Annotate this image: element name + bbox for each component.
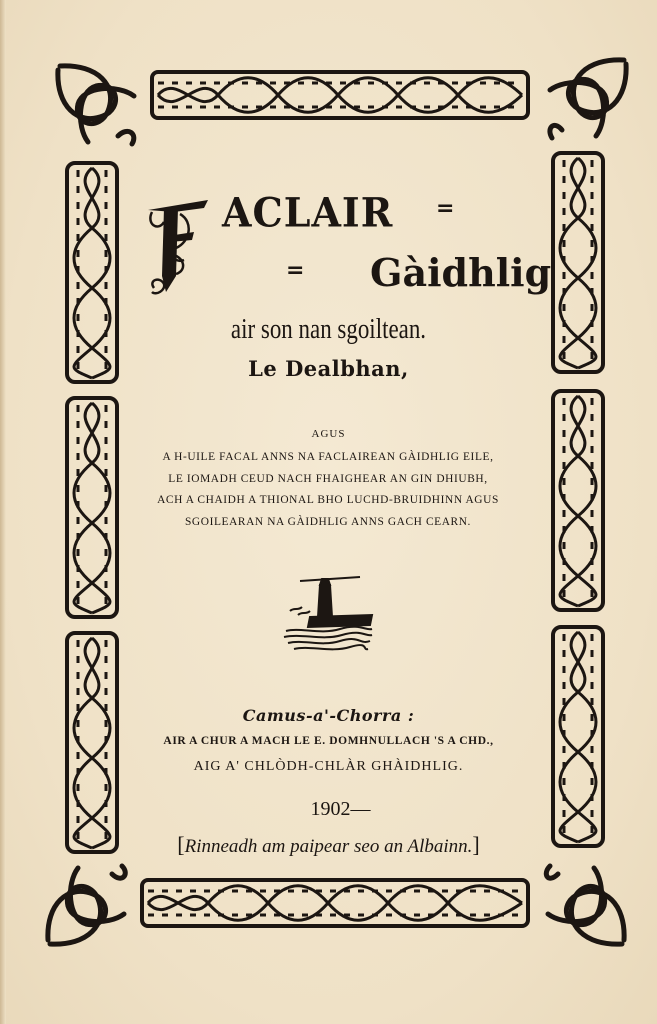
- top-knotwork-border: [150, 68, 530, 122]
- press-line: AIG A' CHLÒDH-CHLÀR GHÀIDHLIG.: [193, 759, 464, 774]
- connector-text: AGUS: [311, 428, 346, 440]
- top-right-corner-knot-icon: [540, 50, 636, 146]
- place-of-publication: Camus-a'-Chorra :: [242, 706, 415, 725]
- description-block: [120, 447, 536, 533]
- note-open-bracket: [: [177, 832, 185, 857]
- description-line: A H-UILE FACAL ANNS NA FACLAIREAN GÀIDHLIG EILE,: [162, 451, 494, 463]
- title-dash-1: =: [436, 196, 455, 221]
- byline: Le Dealbhan,: [248, 356, 409, 381]
- subtitle: air son nan sgoiltean.: [230, 314, 427, 345]
- page-edge: [0, 0, 6, 1024]
- right-knotwork-panel-2: [550, 388, 606, 613]
- publisher-line: AIR A CHUR A MACH LE E. DOMHNULLACH 'S A CHD.,: [163, 735, 494, 747]
- description-line: SGOILEARAN NA GÀIDHLIG ANNS GACH CEARN.: [184, 515, 472, 528]
- title-line-1: ACLAIR: [222, 188, 394, 237]
- decorated-initial-letter-icon: [144, 192, 212, 300]
- note-text: Rinneadh am paipear seo an Albainn.: [184, 836, 473, 857]
- lighthouse-vignette-icon: [280, 575, 375, 660]
- note-close-bracket: ]: [472, 832, 480, 857]
- title-line-2: Gàidhlig: [370, 250, 552, 295]
- top-left-corner-knot-icon: [48, 56, 144, 152]
- bottom-knotwork-border: [140, 876, 530, 930]
- left-knotwork-panel-1: [64, 160, 120, 385]
- bottom-left-corner-knot-icon: [38, 858, 134, 954]
- bottom-right-corner-knot-icon: [538, 858, 634, 954]
- paper-note: [0, 832, 657, 858]
- title-dash-2: =: [286, 258, 305, 283]
- publication-year: 1902—: [310, 798, 371, 820]
- description-line: ACH A CHAIDH A THIONAL BHO LUCHD-BRUIDHINN AGUS: [157, 494, 499, 506]
- description-line: LE IOMADH CEUD NACH FHAIGHEAR AN GIN DHIUBH,: [168, 472, 488, 485]
